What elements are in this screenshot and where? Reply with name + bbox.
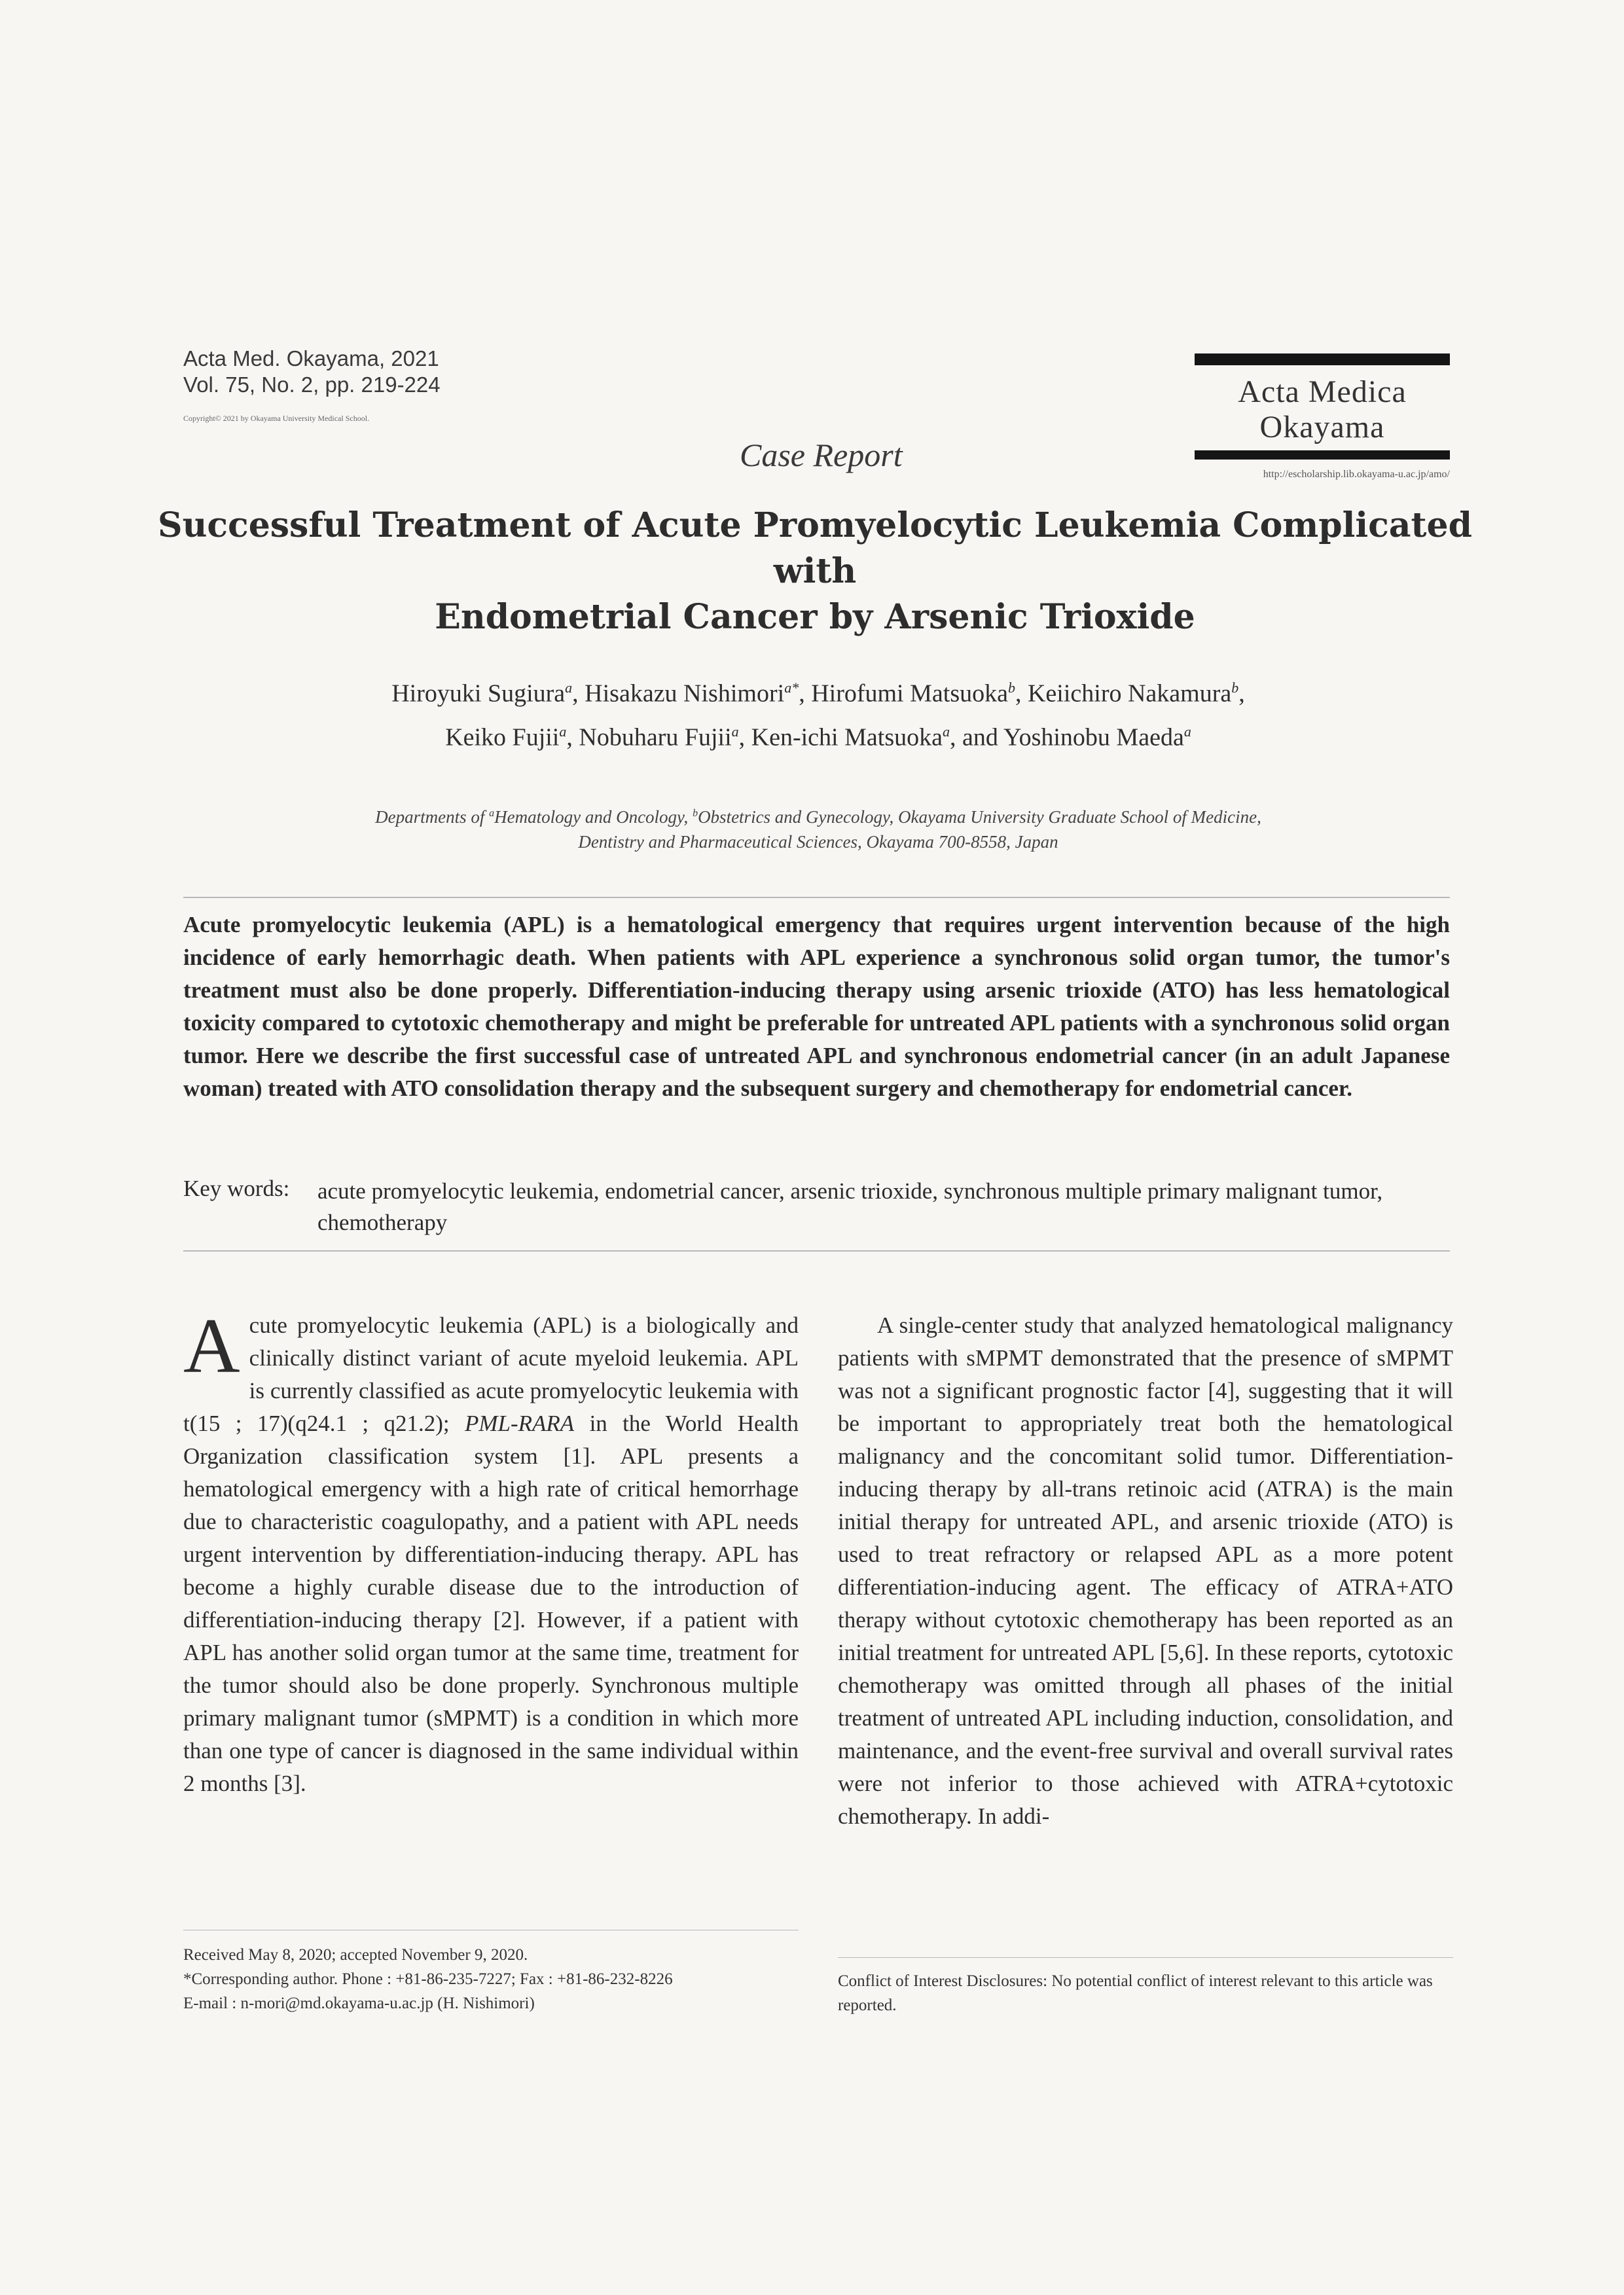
author-affiliation-mark: a* [784,679,799,696]
background-paragraph: A single-center study that analyzed hematological malignancy patients with sMPMT demonstrated that the presence of sMPMT was not a significant prognostic factor [4], suggesting that it will be important to appropriately treat both the hematological malignancy and the concomitant solid tumor. Differentiation-inducing therapy by all-trans retinoic acid (ATRA) is the main initial therapy for untreated APL, and arsenic trioxide (ATO) is used to treat refractory or relapsed APL as a more potent differentiation-inducing agent. The efficacy of ATRA+ATO therapy without cytotoxic chemotherapy has been reported as an initial treatment for untreated APL [5,6]. In these reports, cytotoxic chemotherapy was omitted through all phases of the initial treatment of untreated APL including induction, consolidation, and maintenance, and the event-free survival and overall survival rates were not inferior to those achieved with ATRA+cytotoxic chemotherapy. In addi- [838,1312,1453,1829]
author-name: Hirofumi Matsuoka [811,679,1008,708]
author-name: Hiroyuki Sugiura [391,679,566,708]
affiliation-b: Obstetrics and Gynecology, Okayama University Graduate School of Medicine, [698,807,1261,827]
body-left-column [183,1302,799,1800]
author-affiliation-mark: a [1183,723,1191,740]
email: E-mail : n-mori@md.okayama-u.ac.jp (H. Nishimori) [183,1995,535,2012]
logo-title-line1: Acta Medica [1238,374,1407,409]
author-affiliation-mark: b [1231,679,1239,696]
article-title-line1: Successful Treatment of Acute Promyelocytic Leukemia Complicated with [158,505,1472,591]
author-separator: , [566,723,579,751]
author-affiliation-mark: a [565,679,573,696]
author-separator: , [1015,679,1028,708]
article-title-line2: Endometrial Cancer by Arsenic Trioxide [435,597,1195,637]
logo-top-bar [1195,353,1450,365]
author-affiliation-mark: a [942,723,950,740]
author-affiliation-mark: b [1007,679,1015,696]
keywords-bottom-rule [183,1250,1450,1252]
author-list [170,669,1466,756]
keywords-text: acute promyelocytic leukemia, endometrial cancer, arsenic trioxide, synchronous multiple primary malignant tumor, chemotherapy [317,1178,1383,1235]
author-name: Keiko Fujii [445,723,560,751]
footnote-rule-right [838,1957,1453,1958]
abstract-top-rule [183,897,1450,898]
affiliation-mark-a: a [489,808,495,819]
author-name: Hisakazu Nishimori [585,679,785,708]
author-affiliation-mark: a [731,723,739,740]
logo-title-line2: Okayama [1259,410,1385,444]
author-name: Keiichiro Nakamura [1027,679,1232,708]
author-affiliation-mark: a [559,723,567,740]
copyright-notice: Copyright© 2021 by Okayama University Medical School. [183,414,370,423]
intro-text-part2: in the World Health Organization classification system [1]. APL presents a hematological emergency with a high rate of critical hemorrhage due to characteristic coagulopathy, and a patient with APL needs urgent intervention by differentiation-inducing therapy. APL has become a highly curable disease due to the introduction of differentiation-inducing therapy [2]. However, if a patient with APL has another solid organ tumor at the same time, treatment for the tumor should also be done properly. Synchronous multiple primary malignant tumor (sMPMT) is a condition in which more than one type of cancer is diagnosed in the same individual within 2 months [3]. [183,1411,799,1796]
received-date: Received May 8, 2020; accepted November 9, 2020. [183,1946,528,1964]
affiliations [170,801,1466,854]
affiliation-prefix: Departments of [375,807,490,827]
intro-paragraph [183,1302,799,1800]
author-name: Ken-ichi Matsuoka [751,723,943,751]
affiliation-line1 [170,801,1466,829]
corresponding-author: *Corresponding author. Phone : +81-86-235-7227; Fax : +81-86-232-8226 [183,1970,673,1988]
author-separator: , [1238,679,1245,708]
affiliation-line2: Dentistry and Pharmaceutical Sciences, Okayama 700-8558, Japan [578,832,1058,852]
gene-name: PML-RARA [464,1411,575,1436]
author-name: Nobuharu Fujii [579,723,732,751]
author-separator: , [799,679,812,708]
author-separator: , and [949,723,1003,751]
article-type: Case Report [740,437,903,473]
journal-citation-line1: Acta Med. Okayama, 2021 [183,346,439,370]
body-right-column [838,1309,1453,1833]
author-line1 [170,669,1466,713]
journal-url: http://escholarship.lib.okayama-u.ac.jp/amo/ [1263,469,1450,480]
footnotes-left [183,1943,812,2015]
author-name: Yoshinobu Maeda [1003,723,1184,751]
author-separator: , [738,723,751,751]
journal-logo [1195,353,1450,480]
keywords-label: Key words: [183,1176,290,1201]
affiliation-a: Hematology and Oncology, [494,807,693,827]
affiliation-mark-b: b [693,808,698,819]
abstract: Acute promyelocytic leukemia (APL) is a hematological emergency that requires urgent intervention because of the high incidence of early hemorrhagic death. When patients with APL experience a synchronous solid organ tumor, the tumor's treatment must also be done properly. Differentiation-inducing therapy using arsenic trioxide (ATO) has less hematological toxicity compared to cytotoxic chemotherapy and might be preferable for untreated APL patients with a synchronous solid organ tumor. Here we describe the first successful case of untreated APL and synchronous endometrial cancer (in an adult Japanese woman) treated with ATO consolidation therapy and the subsequent surgery and chemotherapy for endometrial cancer. [183,912,1450,1101]
journal-citation [183,346,441,398]
logo-bottom-bar [1195,450,1450,460]
journal-citation-line2: Vol. 75, No. 2, pp. 219-224 [183,372,441,397]
article-title [118,503,1512,640]
coi-disclosure: Conflict of Interest Disclosures: No potential conflict of interest relevant to this article was reported. [838,1972,1433,2014]
author-separator: , [572,679,585,708]
intro-text-part1: cute promyelocytic leukemia (APL) is a biologically and clinically distinct variant of acute myeloid leukemia. APL is currently classified as acute promyelocytic leukemia with t(15 ; 17)(q24.1 ; q21.2); [183,1312,799,1436]
author-line2 [170,713,1466,757]
dropcap-letter: A [183,1302,240,1389]
